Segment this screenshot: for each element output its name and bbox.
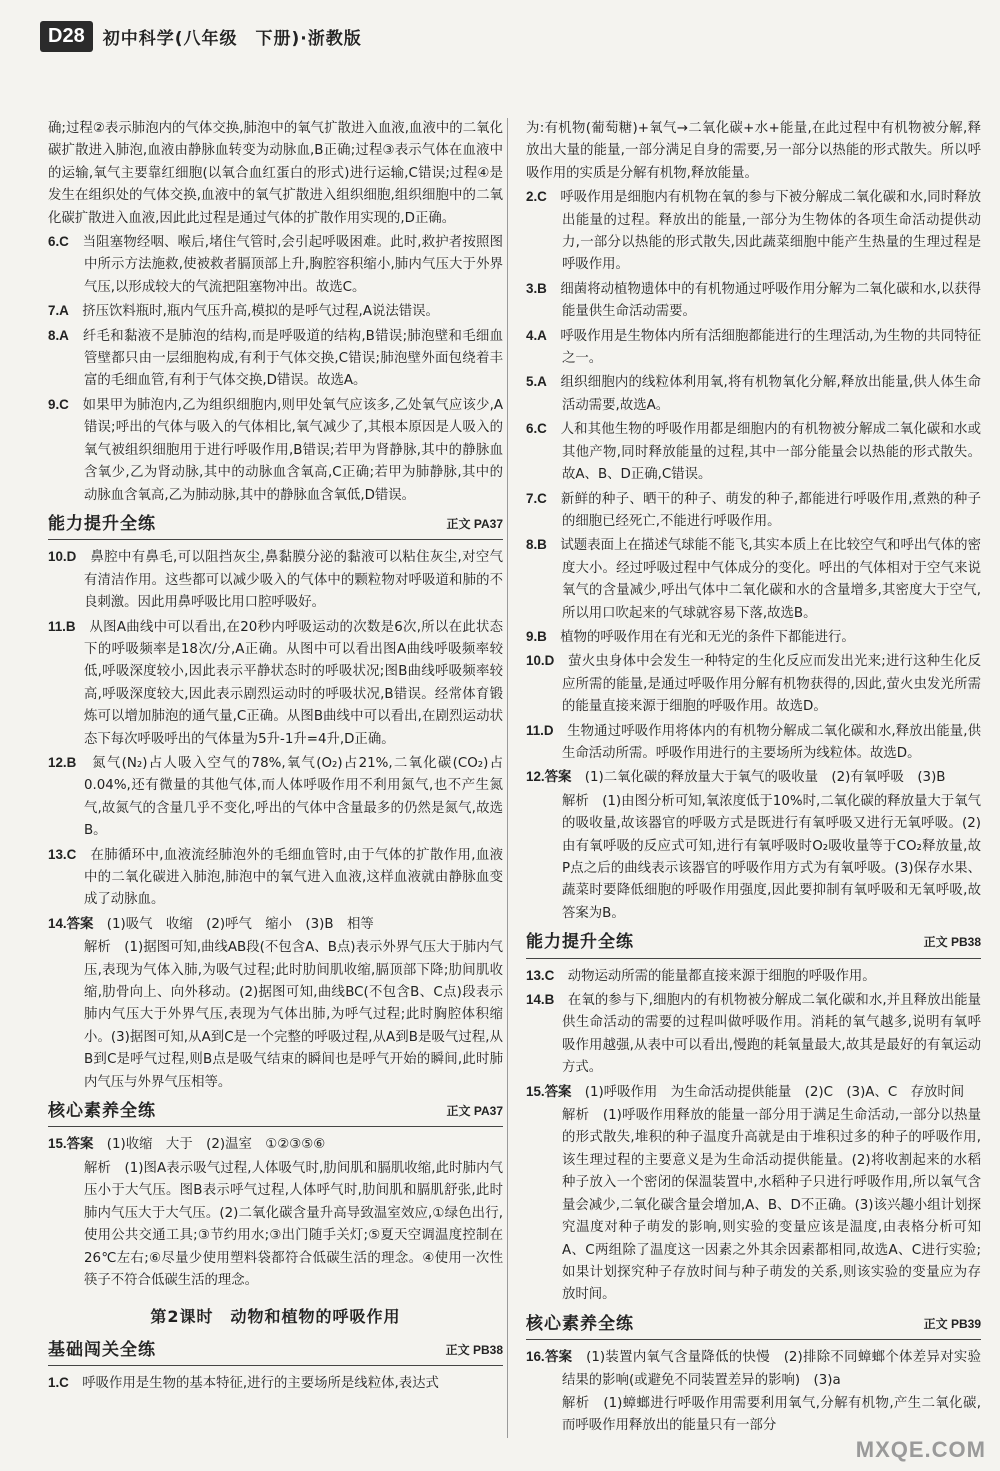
answer-item: 7.C 新鲜的种子、晒干的种子、萌发的种子,都能进行呼吸作用,煮熟的种子的细胞已经死亡,不能进行呼吸作用。 bbox=[526, 490, 981, 529]
answer-item: 14.答案 (1)吸气 收缩 (2)呼气 缩小 (3)B 相等 bbox=[48, 915, 374, 932]
book-title: 初中科学(八年级 下册)·浙教版 bbox=[102, 28, 362, 49]
page-number-badge: D28 bbox=[40, 21, 93, 52]
answer-item: 3.B 细菌将动植物遗体中的有机物通过呼吸作用分解为二氧化碳和水,以获得能量供生命活动需要。 bbox=[526, 280, 981, 320]
section-header: 核心素养全练 正文 PB39 bbox=[526, 1313, 981, 1340]
answer-item: 9.B 植物的呼吸作用在有光和无光的条件下都能进行。 bbox=[526, 628, 855, 645]
analysis-12: 解析 (1)由图分析可知,氧浓度低于10%时,二氧化碳的释放量大于氧气的吸收量,故该器官的呼吸方式是既进行有氧呼吸又进行无氧呼吸。(2)由有氧呼吸的反应式可知,进行有氧呼吸时O₂吸收量等于CO₂释放量,故P点之后的曲线表示该器官的呼吸作用方式为有氧呼吸。(3)保存水果、蔬菜时要降低细胞的呼吸作用强度,因此要抑制有氧呼吸和无氧呼吸,故答案为B。 bbox=[562, 793, 981, 921]
answer-item: 6.C 人和其他生物的呼吸作用都是细胞内的有机物被分解成二氧化碳和水或其他产物,同时释放能量的过程,其中一部分能量会以热能的形式散失。故A、B、D正确,C错误。 bbox=[526, 421, 982, 483]
answer-item: 7.A 挤压饮料瓶时,瓶内气压升高,模拟的是呼气过程,A说法错误。 bbox=[48, 303, 439, 320]
analysis-14: 解析 (1)据图可知,曲线AB段(不包含A、B点)表示外界气压大于肺内气压,表现为气体入肺,为吸气过程;此时肋间肌收缩,膈顶部下降;肋间肌收缩,肋骨向上、向外移动。(2)据图可知,曲线BC(不包含B、C点)段表示肺内气压大于外界气压,表现为气体出肺,为呼气过程;此时胸腔体积缩小。(3)据图可知,从A到C是一个完整的呼吸过程,从A到B是吸气过程,从B到C是呼气过程,则B点是吸气结束的瞬间也是呼气开始的瞬间,此时肺内气压与外界气压相等。 bbox=[84, 940, 503, 1090]
analysis-15: 解析 (1)图A表示吸气过程,人体吸气时,肋间肌和膈肌收缩,此时肺内气压小于大气压。图B表示呼气过程,人体呼气时,肋间肌和膈肌舒张,此时肺内气压大于大气压。(2)二氧化碳含量升高导致温室效应,①绿色出行,使用公共交通工具;③节约用水;③出门随手关灯;⑤夏天空调温度控制在26℃左右;⑥尽量少使用塑料袋都符合低碳生活的理念。④使用一次性筷子不符合低碳生活的理念。 bbox=[84, 1160, 503, 1288]
answer-item: 11.B 从图A曲线中可以看出,在20秒内呼吸运动的次数是6次,所以在此状态下的呼吸频率是18次/分,A正确。从图中可以看出图A曲线呼吸频率较低,呼吸深度较小,因此表示平静状态时的呼吸状况;图B曲线呼吸频率较高,呼吸深度较大,因此表示剧烈运动时的呼吸状况,B错误。经常体育锻炼可以增加肺泡的通气量,C正确。从图B曲线中可以看出,在剧烈运动状态下每次呼吸呼出的气体量为5升-1升=4升,D正确。 bbox=[48, 618, 503, 747]
section-header: 能力提升全练 正文 PB38 bbox=[526, 931, 981, 958]
column-divider bbox=[507, 118, 508, 1438]
answer-item: 6.C 当阻塞物经咽、喉后,堵住气管时,会引起呼吸困难。此时,救护者按照图中所示方法施救,使被救者膈顶部上升,胸腔容积缩小,肺内气压大于外界气压,以形成较大的气流把阻塞物冲出。故选C。 bbox=[48, 234, 503, 295]
left-intro: 确;过程②表示肺泡内的气体交换,肺泡中的氧气扩散进入血液,血液中的二氧化碳扩散进入肺泡,血液由静脉血转变为动脉血,B正确;过程③表示气体在血液中的运输,氧气主要靠红细胞(以氧合血红蛋白的形式)进行运输,C错误;过程④是发生在组织处的气体交换,血液中的氧气扩散进入组织细胞,组织细胞中的二氧化碳扩散进入血液,因此此过程是通过气体的扩散作用实现的,D正确。 bbox=[48, 121, 503, 226]
page-header bbox=[40, 18, 362, 54]
answer-item: 15.答案 (1)呼吸作用 为生命活动提供能量 (2)C (3)A、C 存放时间 bbox=[526, 1083, 965, 1100]
answer-item: 9.C 如果甲为肺泡内,乙为组织细胞内,则甲处氧气应该多,乙处氧气应该少,A错误;呼出的气体与吸入的气体相比,氧气减少了,其根本原因是人吸入的氧气被组织细胞用于进行呼吸作用,B错误;若甲为肾静脉,其中的静脉血含氧少,乙为肾动脉,其中的动脉血含氧高,C正确;若甲为肺静脉,其中的动脉血含氧高,乙为肺动脉,其中的静脉血含氧低,D错误。 bbox=[48, 396, 504, 503]
right-answer-list-2 bbox=[526, 965, 981, 1104]
left-column bbox=[48, 118, 503, 1397]
left-answer-list-2 bbox=[48, 546, 503, 936]
answer-item: 11.D 生物通过呼吸作用将体内的有机物分解成二氧化碳和水,释放出能量,供生命活动所需。呼吸作用进行的主要场所为线粒体。故选D。 bbox=[526, 722, 981, 761]
section-header: 核心素养全练 正文 PA37 bbox=[48, 1100, 503, 1127]
analysis-15-right: 解析 (1)呼吸作用释放的能量一部分用于满足生命活动,一部分以热量的形式散失,堆积的种子温度升高就是由于堆积过多的种子的呼吸作用,该生理过程的主要意义是为生命活动提供能量。(2)将收割起来的水稻种子放入一个密闭的保温装置中,水稻种子只进行呼吸作用,所以氧气含量会减少,二氧化碳含量会增加,A、B、D不正确。(3)该兴趣小组计划探究温度对种子萌发的影响,则实验的变量应该是温度,由表格分析可知A、C两组除了温度这一因素之外其余因素都相同,故选A、C进行实验;如果计划探究种子存放时间与种子萌发的关系,则该实验的变量应为存放时间。 bbox=[562, 1108, 981, 1303]
answer-item: 14.B 在氧的参与下,细胞内的有机物被分解成二氧化碳和水,并且释放出能量供生命活动的需要的过程叫做呼吸作用。消耗的氧气越多,说明有氧呼吸作用越强,从表中可以看出,慢跑的耗氧量最大,故其是最好的有氧运动方式。 bbox=[526, 992, 981, 1076]
answer-item: 12.B 氮气(N₂)占人吸入空气的78%,氧气(O₂)占21%,二氧化碳(CO₂)占0.04%,还有微量的其他气体,而人体呼吸作用不利用氮气,也不产生氮气,故氮气的含量几乎不变化,呼出的气体中含量最多的仍然是氮气,故选B。 bbox=[48, 754, 504, 839]
lesson-title: 第2课时 动物和植物的呼吸作用 bbox=[150, 1307, 401, 1327]
right-intro: 为:有机物(葡萄糖)+氧气→二氧化碳+水+能量,在此过程中有机物被分解,释放出大量的能量,一部分满足自身的需要,另一部分以热能的形式散失。所以呼吸作用的实质是分解有机物,释放能量。 bbox=[526, 121, 981, 181]
analysis-16: 解析 (1)蟑螂进行呼吸作用需要利用氧气,分解有机物,产生二氧化碳,而呼吸作用释放出的能量只有一部分 bbox=[562, 1395, 981, 1434]
answer-item: 13.C 在肺循环中,血液流经肺泡外的毛细血管时,由于气体的扩散作用,血液中的二氧化碳进入肺泡,肺泡中的氧气进入血液,这样血液就由静脉血变成了动脉血。 bbox=[48, 846, 503, 908]
answer-item: 12.答案 (1)二氧化碳的释放量大于氧气的吸收量 (2)有氧呼吸 (3)B bbox=[526, 769, 946, 786]
answer-item: 8.B 试题表面上在描述气球能不能飞,其实本质上在比较空气和呼出气体的密度大小。经过呼吸过程中气体成分的变化。呼出的气体相对于空气来说氧气的含量减少,呼出气体中二氧化碳和水的含量增多,其密度大于空气,所以用口吹起来的气球就容易下落,故选B。 bbox=[526, 537, 981, 621]
answer-item: 13.C 动物运动所需的能量都直接来源于细胞的呼吸作用。 bbox=[526, 967, 876, 984]
section-header: 能力提升全练 正文 PA37 bbox=[48, 513, 503, 540]
right-answer-list-1 bbox=[526, 186, 981, 790]
answer-15: 15.答案 (1)收缩 大于 (2)温室 ①②③⑤⑥ bbox=[48, 1136, 326, 1153]
watermark: MXQE.COM bbox=[855, 1437, 986, 1462]
answer-item: 2.C 呼吸作用是细胞内有机物在氧的参与下被分解成二氧化碳和水,同时释放出能量的过程。释放出的能量,一部分为生物体的各项生命活动提供动力,一部分以热能的形式散失,因此蔬菜细胞中能产生热量的生理过程是呼吸作用。 bbox=[526, 189, 981, 273]
answer-item: 10.D 萤火虫身体中会发生一种特定的生化反应而发出光来;进行这种生化反应所需的能量,是通过呼吸作用分解有机物获得的,因此,萤火虫发光所需的能量直接来源于细胞的呼吸作用。故选D。 bbox=[526, 653, 982, 715]
section-header: 基础闯关全练 正文 PB38 bbox=[48, 1339, 503, 1366]
answer-item: 5.A 组织细胞内的线粒体利用氧,将有机物氧化分解,释放出能量,供人体生命活动需要,故选A。 bbox=[526, 374, 981, 413]
answer-16: 16.答案 (1)装置内氧气含量降低的快慢 (2)排除不同蟑螂个体差异对实验结果的影响(或避免不同装置差异的影响) (3)a bbox=[526, 1349, 981, 1388]
answer-item: 10.D 鼻腔中有鼻毛,可以阻挡灰尘,鼻黏膜分泌的黏液可以粘住灰尘,对空气有清洁作用。这些都可以减少吸入的气体中的颗粒物对呼吸道和肺的不良刺激。因此用鼻呼吸比用口腔呼吸好。 bbox=[48, 549, 503, 611]
answer-1: 1.C 呼吸作用是生物的基本特征,进行的主要场所是线粒体,表达式 bbox=[48, 1375, 439, 1392]
answer-item: 4.A 呼吸作用是生物体内所有活细胞都能进行的生理活动,为生物的共同特征之一。 bbox=[526, 327, 981, 367]
answer-item: 8.A 纤毛和黏液不是肺泡的结构,而是呼吸道的结构,B错误;肺泡壁和毛细血管壁都只由一层细胞构成,有利于气体交换,C错误;肺泡壁外面包绕着丰富的毛细血管,有利于气体交换,D错误。故选A。 bbox=[48, 327, 503, 389]
right-column bbox=[526, 118, 981, 1439]
left-answer-list-1 bbox=[48, 231, 503, 507]
